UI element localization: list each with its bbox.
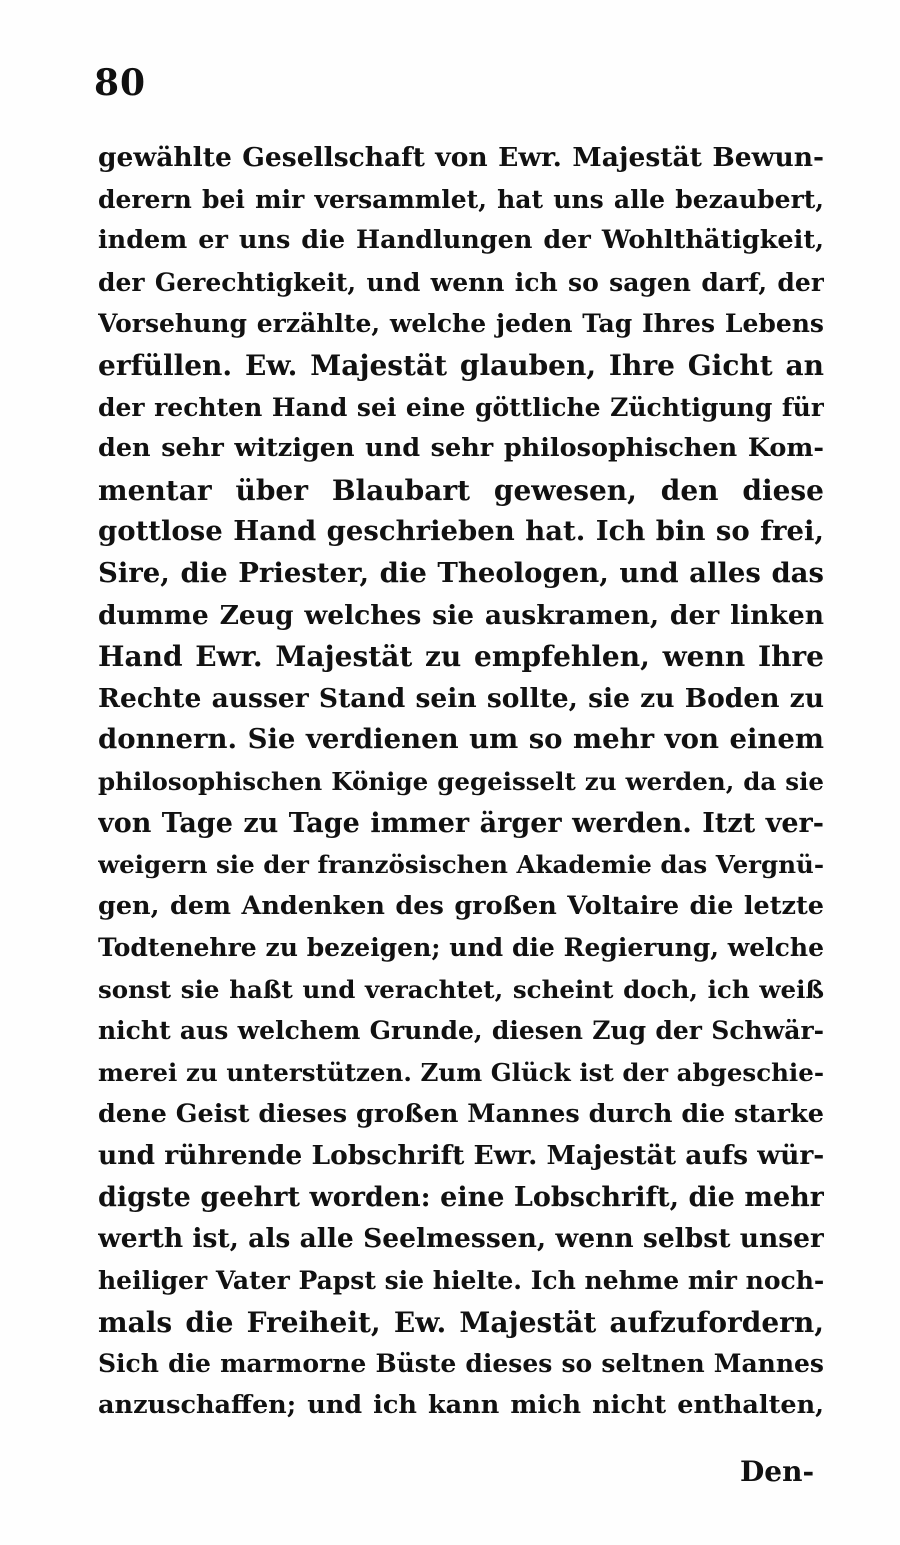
text-line: werth ist, als alle Seelmessen, wenn selbst unser: [98, 1223, 824, 1255]
text-line: Sich die marmorne Büste dieses so seltnen Mannes: [98, 1349, 824, 1379]
text-line: Vorsehung erzählte, welche jeden Tag Ihres Lebens: [98, 309, 824, 339]
text-line: nicht aus welchem Grunde, diesen Zug der Schwär-: [98, 1016, 824, 1046]
text-line: sonst sie haßt und verachtet, scheint doch, ich weiß: [98, 974, 824, 1004]
text-line: und rührende Lobschrift Ewr. Majestät aufs wür-: [98, 1140, 824, 1172]
text-line: mentar über Blaubart gewesen, den diese: [98, 473, 824, 507]
text-line: Sire, die Priester, die Theologen, und alles das: [98, 556, 824, 589]
body-text: [98, 137, 824, 1426]
text-line: Hand Ewr. Majestät zu empfehlen, wenn Ihre: [98, 640, 824, 674]
text-line: dumme Zeug welches sie auskramen, der linken: [98, 599, 824, 631]
text-line: den sehr witzigen und sehr philosophischen Kom-: [98, 433, 824, 464]
text-line: gewählte Gesellschaft von Ewr. Majestät Bewun-: [98, 142, 824, 173]
text-line: der Gerechtigkeit, und wenn ich so sagen darf, der: [98, 267, 824, 297]
text-line: Rechte ausser Stand sein sollte, sie zu Boden zu: [98, 682, 824, 714]
page-number: 80: [94, 62, 147, 104]
text-line: gottlose Hand geschrieben hat. Ich bin so frei,: [98, 515, 824, 548]
text-line: digste geehrt worden: eine Lobschrift, die mehr: [98, 1181, 824, 1213]
text-line: gen, dem Andenken des großen Voltaire die letzte: [98, 890, 824, 921]
text-line: indem er uns die Handlungen der Wohlthätigkeit,: [98, 225, 824, 256]
text-line: heiliger Vater Papst sie hielte. Ich nehme mir noch-: [98, 1266, 824, 1296]
text-line: merei zu unterstützen. Zum Glück ist der abgeschie-: [98, 1058, 824, 1088]
text-line: der rechten Hand sei eine göttliche Züchtigung für: [98, 392, 824, 422]
catchword: Den-: [740, 1455, 815, 1488]
text-line: anzuschaffen; und ich kann mich nicht enthalten,: [98, 1389, 824, 1420]
text-line: Todtenehre zu bezeigen; und die Regierung, welche: [98, 933, 824, 963]
text-line: donnern. Sie verdienen um so mehr von einem: [98, 723, 824, 756]
text-line: philosophischen Könige gegeisselt zu werden, da sie: [98, 766, 824, 796]
text-line: derern bei mir versammlet, hat uns alle bezaubert,: [98, 184, 824, 214]
text-line: erfüllen. Ew. Majestät glauben, Ihre Gicht an: [98, 348, 824, 382]
text-line: dene Geist dieses großen Mannes durch die starke: [98, 1098, 824, 1129]
text-line: weigern sie der französischen Akademie das Vergnü-: [98, 850, 824, 880]
text-line: mals die Freiheit, Ew. Majestät aufzufordern,: [98, 1305, 824, 1339]
text-line: von Tage zu Tage immer ärger werden. Itzt ver-: [98, 807, 824, 839]
